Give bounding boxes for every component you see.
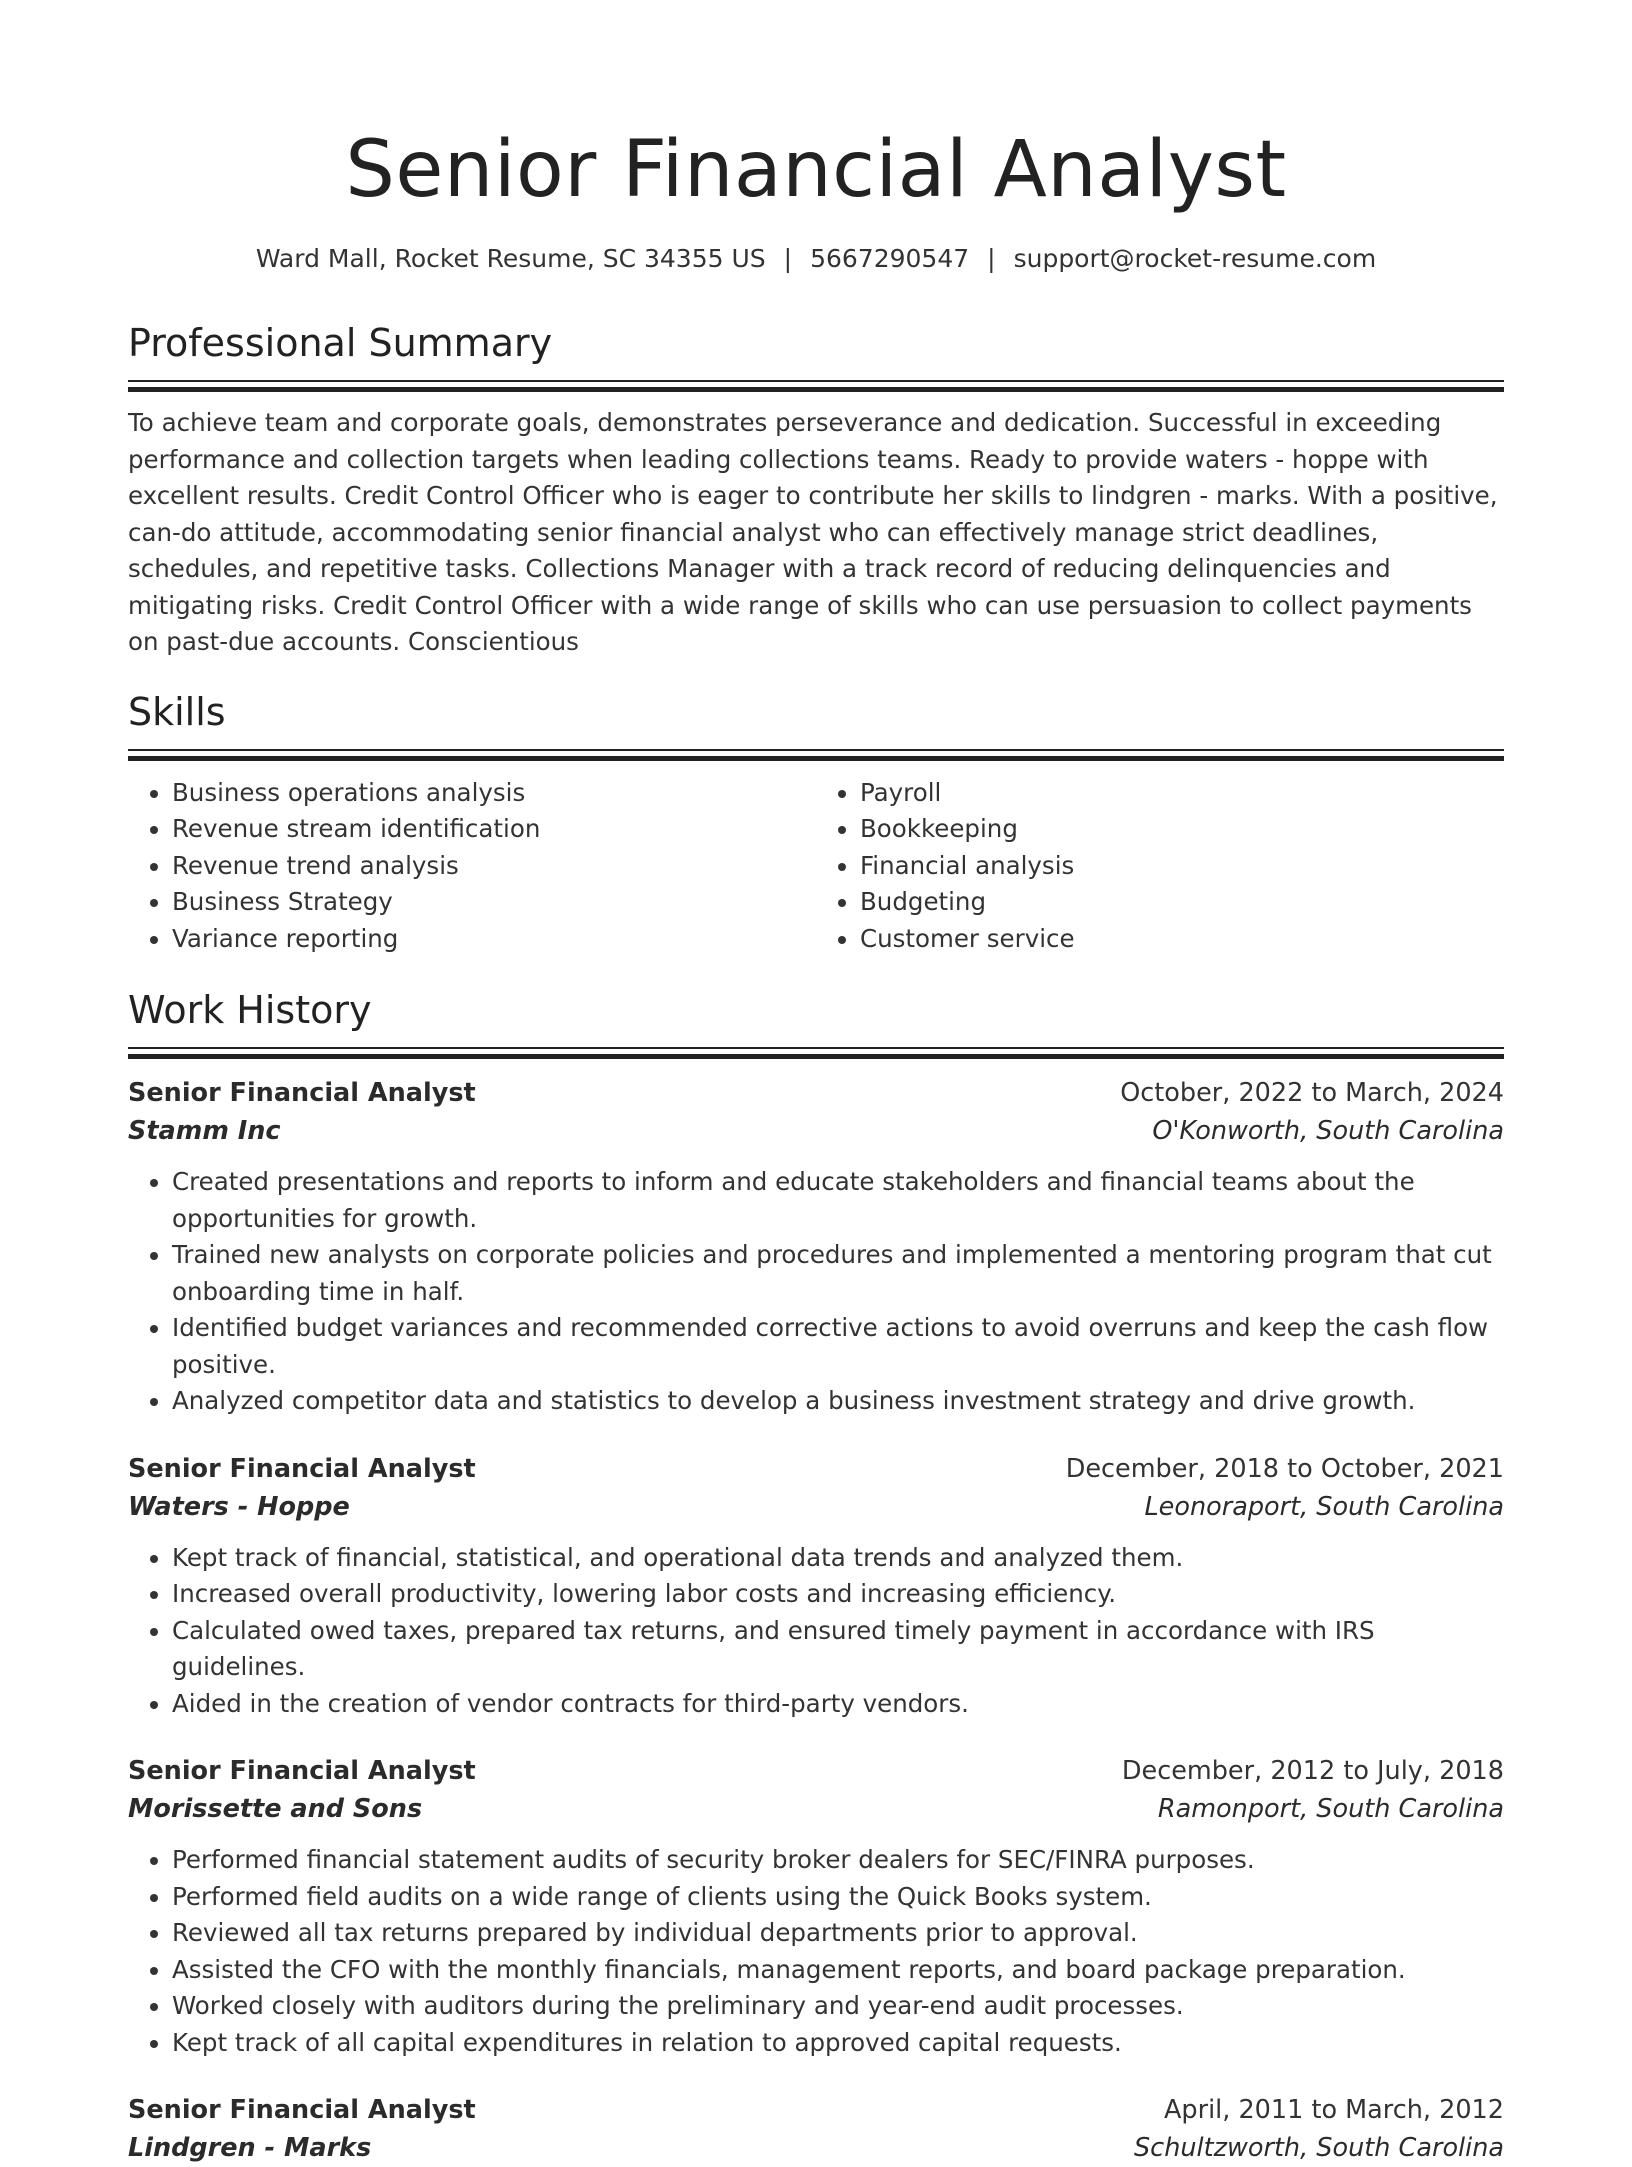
skill-item: • Bookkeeping (860, 811, 1504, 848)
skills-section (128, 687, 1504, 958)
skill-item: • Revenue stream identification (172, 811, 816, 848)
job-bullet: • Reviewed all tax returns prepared by individual departments prior to approval. (172, 1915, 1504, 1952)
skills-heading: Skills (128, 689, 226, 734)
job-bullet: • Calculated owed taxes, prepared tax returns, and ensured timely payment in accordance with IRS guidelines. (172, 1613, 1504, 1686)
skill-item: • Business Strategy (172, 884, 816, 921)
job-location: Schultzworth, South Carolina (1134, 2133, 1504, 2163)
job-dates: October, 2022 to March, 2024 (1120, 1078, 1504, 1108)
job-bullet: • Kept track of financial, statistical, and operational data trends and analyzed them. (172, 1540, 1504, 1577)
job-title: Senior Financial Analyst (128, 2095, 476, 2125)
job-entry (128, 2091, 1504, 2167)
skill-item: • Budgeting (860, 884, 1504, 921)
job-bullet: • Trained new analysts on corporate policies and procedures and implemented a mentoring program that cut onboarding time in half. (172, 1237, 1504, 1310)
job-bullets (128, 1842, 1504, 2061)
skill-item: • Business operations analysis (172, 775, 816, 812)
job-bullet: • Increased overall productivity, lowering labor costs and increasing efficiency. (172, 1576, 1504, 1613)
section-divider (128, 1047, 1504, 1060)
job-header (128, 1074, 1504, 1112)
job-bullet: • Worked closely with auditors during the preliminary and year-end audit processes. (172, 1988, 1504, 2025)
section-divider (128, 380, 1504, 393)
skill-item: • Customer service (860, 921, 1504, 958)
work-history-section (128, 985, 1504, 2167)
job-bullets (128, 1164, 1504, 1420)
skill-item: • Financial analysis (860, 848, 1504, 885)
contact-address: Ward Mall, Rocket Resume, SC 34355 US (255, 244, 766, 273)
contact-email: support@rocket-resume.com (1013, 244, 1377, 273)
job-dates: December, 2018 to October, 2021 (1065, 1453, 1504, 1484)
job-subheader (128, 1790, 1504, 1828)
job-location: O'Konworth, South Carolina (1152, 1116, 1504, 1146)
job-bullet: • Assisted the CFO with the monthly financials, management reports, and board package preparation. (172, 1952, 1504, 1989)
job-title: Senior Financial Analyst (128, 1756, 476, 1786)
skills-columns (128, 775, 1504, 958)
summary-heading: Professional Summary (128, 321, 553, 365)
skills-list-left (128, 775, 816, 958)
job-location: Ramonport, South Carolina (1157, 1794, 1504, 1824)
job-dates: April, 2011 to March, 2012 (1163, 2095, 1504, 2125)
summary-section (128, 318, 1504, 661)
job-bullet: • Aided in the creation of vendor contracts for third-party vendors. (172, 1686, 1504, 1723)
job-bullet: • Identified budget variances and recommended corrective actions to avoid overruns and keep the cash flow positive. (172, 1310, 1504, 1383)
job-dates: December, 2012 to July, 2018 (1121, 1756, 1504, 1786)
skill-item: • Revenue trend analysis (172, 848, 816, 885)
summary-text: To achieve team and corporate goals, demonstrates perseverance and dedication. Successful in exceeding performance and collection targets when leading collections teams. Ready to provide waters - hoppe with excellent results. Credit Control Officer who is eager to contribute her skills to lindgren - marks. With a positive, can-do attitude, accommodating senior financial analyst who can effectively manage strict deadlines, schedules, and repetitive tasks. Collections Manager with a track record of reducing delinquencies and mitigating risks. Credit Control Officer with a wide range of skills who can use persuasion to collect payments on past-due accounts. Conscientious (128, 408, 1498, 656)
section-divider (128, 749, 1504, 762)
job-company: Morissette and Sons (128, 1794, 423, 1824)
page-title: Senior Financial Analyst (345, 125, 1287, 215)
job-bullet: • Created presentations and reports to inform and educate stakeholders and financial teams about the opportunities for growth. (172, 1164, 1504, 1237)
job-header (128, 1450, 1504, 1488)
job-entry (128, 1074, 1504, 1420)
job-bullet: • Performed field audits on a wide range of clients using the Quick Books system. (172, 1879, 1504, 1916)
skill-item: • Payroll (860, 775, 1504, 812)
skill-item: • Variance reporting (172, 921, 816, 958)
contact-phone: 5667290547 (810, 244, 970, 273)
job-bullets (128, 1540, 1504, 1723)
contact-separator: | (987, 244, 996, 273)
job-company: Lindgren - Marks (128, 2133, 372, 2163)
job-bullet: • Analyzed competitor data and statistics to develop a business investment strategy and drive growth. (172, 1383, 1504, 1420)
contact-line (128, 242, 1504, 276)
contact-separator: | (783, 244, 793, 273)
job-company: Waters - Hoppe (128, 1491, 350, 1522)
job-title: Senior Financial Analyst (128, 1453, 476, 1484)
job-subheader (128, 1112, 1504, 1150)
job-entry (128, 1450, 1504, 1723)
job-company: Stamm Inc (128, 1116, 281, 1146)
work-history-heading: Work History (128, 988, 372, 1032)
job-header (128, 2091, 1504, 2129)
job-header (128, 1752, 1504, 1790)
job-title: Senior Financial Analyst (128, 1078, 476, 1108)
skills-list-right (816, 775, 1504, 958)
job-subheader (128, 1488, 1504, 1526)
job-location: Leonoraport, South Carolina (1144, 1491, 1504, 1522)
job-subheader (128, 2129, 1504, 2167)
job-entry (128, 1752, 1504, 2061)
job-bullet: • Kept track of all capital expenditures in relation to approved capital requests. (172, 2025, 1504, 2062)
job-bullet: • Performed financial statement audits of security broker dealers for SEC/FINRA purposes. (172, 1842, 1504, 1879)
